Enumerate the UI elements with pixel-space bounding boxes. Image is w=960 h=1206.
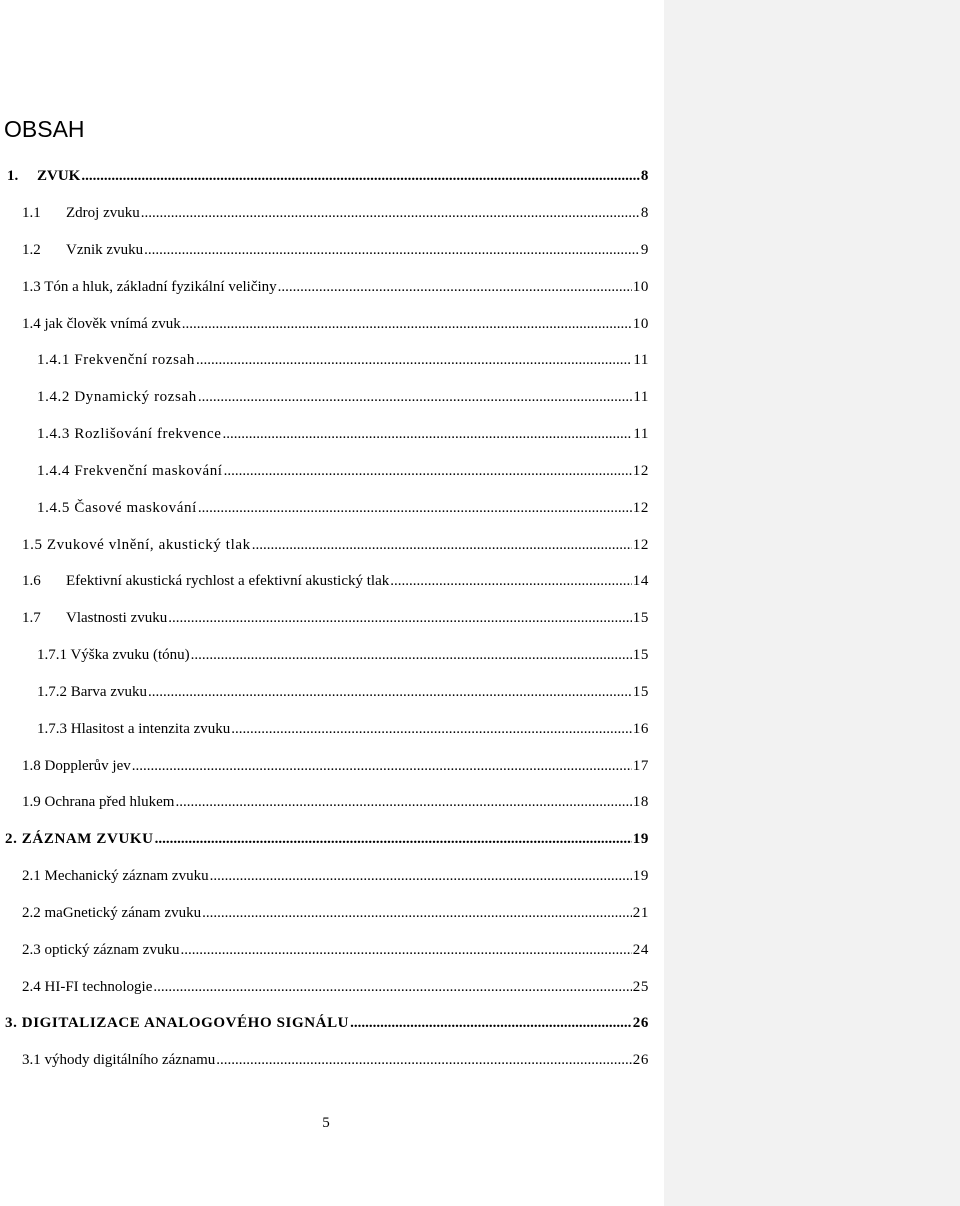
toc-leader-dots [153,978,631,996]
toc-entry[interactable] [22,941,649,959]
toc-entry-page: 10 [632,279,649,295]
toc-leader-dots [222,425,632,443]
toc-entry[interactable] [22,867,649,885]
toc-entry-page: 17 [632,758,649,774]
toc-entry-title: 1.3 Tón a hluk, základní fyzikální veličiny [22,279,277,295]
toc-entry-page: 19 [632,868,649,884]
toc-entry-page: 14 [632,573,649,589]
toc-entry-page: 11 [633,389,649,405]
toc-entry-title: Efektivní akustická rychlost a efektivní akustický tlak [66,573,390,589]
toc-entry-title: 1.4.5 Časové maskování [37,500,197,516]
toc-entry-title: 1.8 Dopplerův jev [22,758,131,774]
toc-leader-dots [278,278,632,296]
toc-entry[interactable] [22,536,649,554]
toc-leader-dots [155,830,632,848]
toc-leader-dots [231,720,632,738]
page-number: 5 [322,1115,330,1131]
toc-entry-page: 26 [632,1015,649,1031]
toc-entry[interactable] [22,204,649,222]
toc-entry-title: Vlastnosti zvuku [66,610,168,626]
toc-entry[interactable] [22,757,649,775]
toc-entry-title: 2.2 maGnetický zánam zvuku [22,905,202,921]
toc-entry-page: 19 [632,831,649,847]
toc-leader-dots [141,204,640,222]
toc-entry-number: 1.6 [22,573,41,589]
toc-entry[interactable] [37,462,649,480]
toc-leader-dots [191,646,632,664]
toc-entry[interactable] [22,278,649,296]
toc-entry[interactable] [5,1014,649,1032]
toc-entry[interactable] [22,978,649,996]
toc-entry-page: 15 [632,647,649,663]
toc-entry-page: 18 [632,794,649,810]
toc-entry[interactable] [37,683,649,701]
toc-leader-dots [196,351,632,369]
toc-entry-title: 1.4.3 Rozlišování frekvence [37,426,222,442]
toc-entry-title: 3.1 výhody digitálního záznamu [22,1052,216,1068]
toc-entry-page: 21 [632,905,649,921]
toc-entry[interactable] [7,167,649,185]
toc-entry-page: 11 [633,352,649,368]
toc-entry-title: Vznik zvuku [66,242,144,258]
toc-entry-number: 1. [7,168,19,184]
toc-entry[interactable] [37,720,649,738]
toc-leader-dots [224,462,632,480]
toc-entry-title: 2.1 Mechanický záznam zvuku [22,868,209,884]
toc-leader-dots [198,499,632,517]
toc-leader-dots [81,167,640,185]
toc-entry-title: 1.4.1 Frekvenční rozsah [37,352,195,368]
toc-entry-title: 1.4 jak člověk vnímá zvuk [22,316,181,332]
toc-leader-dots [144,241,640,259]
toc-entry-title: 1.5 Zvukové vlnění, akustický tlak [22,537,251,553]
toc-entry-page: 15 [632,684,649,700]
toc-entry-title: 2.4 HI-FI technologie [22,979,153,995]
toc-entry-page: 24 [632,942,649,958]
toc-leader-dots [210,867,632,885]
toc-heading: OBSAH [4,116,85,142]
toc-entry[interactable] [37,425,649,443]
toc-leader-dots [216,1051,632,1069]
toc-entry-page: 12 [632,463,649,479]
toc-entry-page: 15 [632,610,649,626]
toc-entry-page: 8 [640,205,649,221]
toc-entry[interactable] [37,499,649,517]
toc-entry[interactable] [22,904,649,922]
toc-entry-page: 12 [632,500,649,516]
toc-entry-title: 1.4.2 Dynamický rozsah [37,389,197,405]
toc-entry-page: 9 [640,242,649,258]
toc-entry-number: 1.1 [22,205,41,221]
toc-entry-title: 1.4.4 Frekvenční maskování [37,463,223,479]
toc-entry[interactable] [37,351,649,369]
toc-entry-number: 1.2 [22,242,41,258]
toc-entry-title: 2. ZÁZNAM ZVUKU [5,831,154,847]
toc-entry-title: Zdroj zvuku [66,205,140,221]
toc-leader-dots [148,683,632,701]
toc-entry-number: 1.7 [22,610,41,626]
toc-entry-title: 1.7.3 Hlasitost a intenzita zvuku [37,721,231,737]
toc-entry-title: 1.9 Ochrana před hlukem [22,794,175,810]
toc-leader-dots [132,757,632,775]
toc-entry-page: 12 [632,537,649,553]
comment-pane [664,0,960,1206]
toc-entry[interactable] [22,793,649,811]
toc-leader-dots [182,315,632,333]
toc-entry-page: 10 [632,316,649,332]
toc-entry[interactable] [22,609,649,627]
toc-entry-page: 25 [632,979,649,995]
toc-entry-title: ZVUK [37,168,81,184]
toc-entry-page: 26 [632,1052,649,1068]
toc-entry-title: 3. DIGITALIZACE ANALOGOVÉHO SIGNÁLU [5,1015,350,1031]
toc-entry-title: 1.7.2 Barva zvuku [37,684,147,700]
toc-leader-dots [175,793,631,811]
toc-leader-dots [198,388,633,406]
toc-entry[interactable] [5,830,649,848]
toc-entry[interactable] [22,241,649,259]
toc-leader-dots [350,1014,632,1032]
toc-leader-dots [390,572,632,590]
toc-entry-title: 2.3 optický záznam zvuku [22,942,180,958]
toc-entry[interactable] [22,1051,649,1069]
toc-leader-dots [180,941,631,959]
toc-entry[interactable] [37,646,649,664]
toc-entry-page: 11 [633,426,649,442]
toc-entry-page: 16 [632,721,649,737]
toc-leader-dots [202,904,632,922]
toc-leader-dots [252,536,632,554]
toc-entry-page: 8 [640,168,649,184]
toc-leader-dots [168,609,632,627]
toc-entry[interactable] [22,315,649,333]
toc-entry[interactable] [37,388,649,406]
toc-entry[interactable] [22,572,649,590]
toc-entry-title: 1.7.1 Výška zvuku (tónu) [37,647,190,663]
